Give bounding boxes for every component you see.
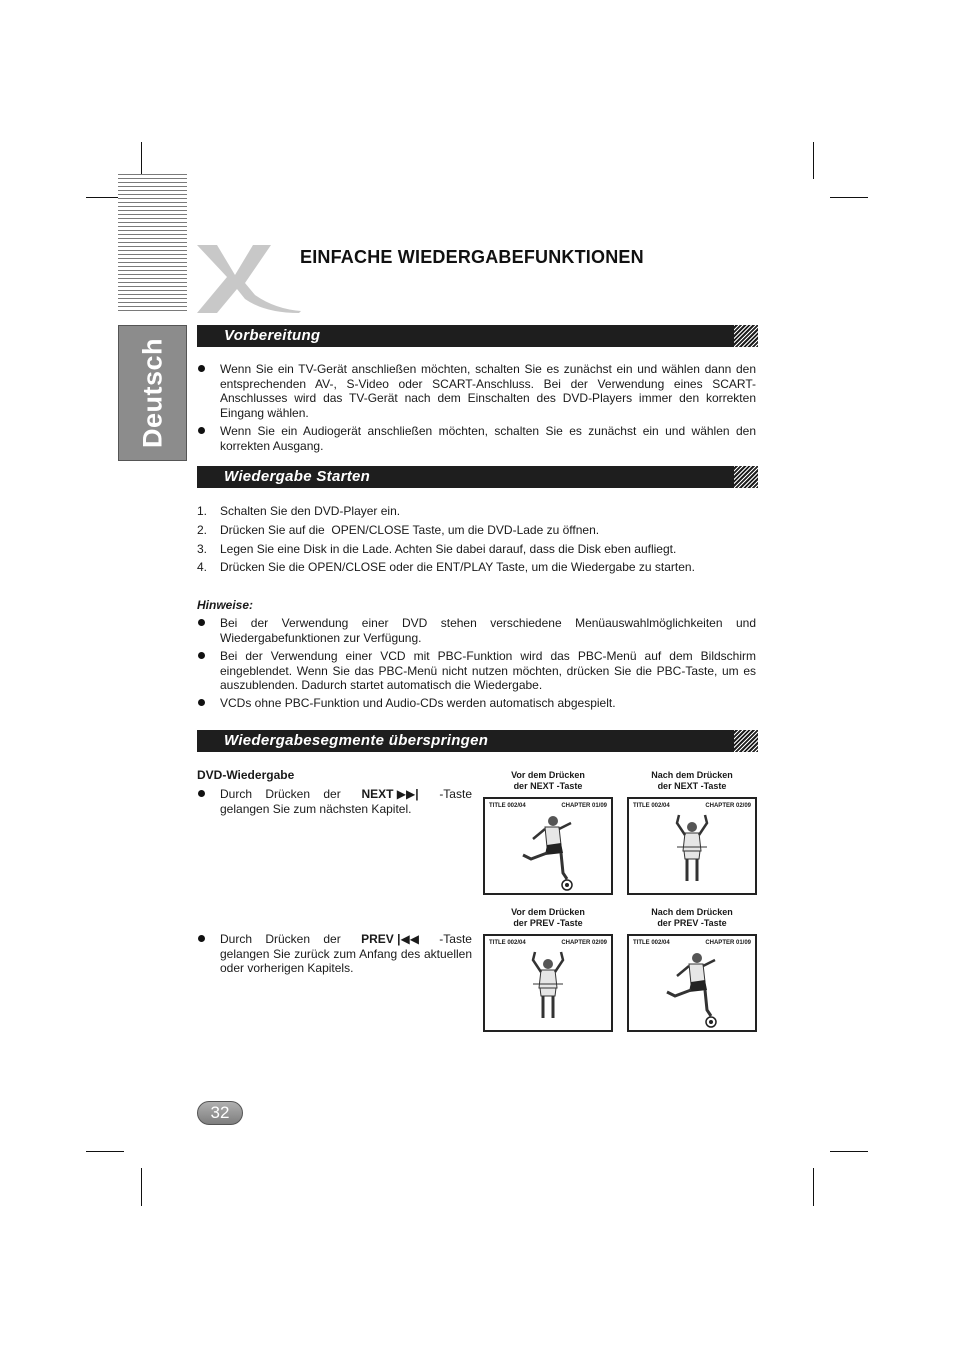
- section-header-vorbereitung: [197, 325, 758, 347]
- next-prefix: Durch Drücken der: [220, 787, 341, 801]
- screen-title: TITLE 002/04: [489, 940, 526, 946]
- section-header-segmente: [197, 730, 758, 752]
- screen-title: TITLE 002/04: [633, 803, 670, 809]
- caption-line: Vor dem Drücken: [511, 770, 585, 780]
- crop-mark: [86, 1151, 124, 1152]
- screen-title: TITLE 002/04: [633, 940, 670, 946]
- list-item: VCDs ohne PBC-Funktion und Audio-CDs werden automatisch abgespielt.: [220, 696, 616, 710]
- language-tab: [118, 325, 187, 461]
- prev-instruction: [220, 932, 472, 976]
- caption-line: der PREV -Taste: [657, 918, 727, 928]
- caption-line: Nach dem Drücken: [651, 770, 733, 780]
- hatch-decoration: [734, 466, 758, 488]
- step-text: Drücken Sie auf die OPEN/CLOSE Taste, um die DVD-Lade zu öffnen.: [220, 523, 600, 537]
- prev-rest: gelangen Sie zurück zum Anfang des aktuellen oder vorherigen Kapitels.: [220, 946, 472, 975]
- caption-line: der PREV -Taste: [513, 918, 583, 928]
- screen-title: TITLE 002/04: [489, 803, 526, 809]
- crop-mark: [830, 1151, 868, 1152]
- screen-chapter: CHAPTER 02/09: [561, 940, 607, 946]
- bullet-icon: [198, 699, 205, 706]
- bullet-icon: [198, 427, 205, 434]
- step-number: 1.: [197, 504, 208, 518]
- screen-next-after: [627, 797, 757, 895]
- step-text: Schalten Sie den DVD-Player ein.: [220, 504, 401, 518]
- bullet-icon: [198, 619, 205, 626]
- caption-line: der NEXT -Taste: [657, 781, 727, 791]
- crop-mark: [813, 1168, 814, 1206]
- cheering-player-icon: [629, 811, 755, 893]
- notes-heading: Hinweise:: [197, 598, 254, 612]
- page-title: EINFACHE WIEDERGABEFUNKTIONEN: [300, 247, 644, 267]
- kicking-player-icon: [629, 948, 755, 1030]
- prev-key: PREV |◀◀: [361, 932, 419, 946]
- screen-next-before: [483, 797, 613, 895]
- step-number: 3.: [197, 542, 208, 556]
- caption-line: der NEXT -Taste: [513, 781, 583, 791]
- screen-chapter: CHAPTER 02/09: [705, 803, 751, 809]
- dvd-subheading: DVD-Wiedergabe: [197, 768, 295, 782]
- step-text: Legen Sie eine Disk in die Lade. Achten Sie dabei darauf, dass die Disk eben aufliegt.: [220, 542, 677, 556]
- prev-prefix: Durch Drücken der: [220, 932, 341, 946]
- section-heading: Wiedergabesegmente überspringen: [224, 732, 489, 749]
- bullet-icon: [198, 365, 205, 372]
- hatch-decoration: [734, 730, 758, 752]
- screen-caption: [627, 770, 757, 792]
- next-rest: gelangen Sie zum nächsten Kapitel.: [220, 801, 412, 816]
- page-number: 32: [197, 1101, 243, 1125]
- decorative-stripes: [118, 174, 187, 312]
- next-suffix: -Taste: [439, 787, 472, 801]
- screen-prev-before: [483, 934, 613, 1032]
- list-item: Bei der Verwendung einer DVD stehen verschiedene Menüauswahlmöglichkeiten und Wiedergabefunktionen zur Verfügung.: [220, 616, 756, 645]
- step-text: Drücken Sie die OPEN/CLOSE oder die ENT/PLAY Taste, um die Wiedergabe zu starten.: [220, 560, 695, 574]
- screen-prev-after: [627, 934, 757, 1032]
- section-heading: Vorbereitung: [224, 327, 321, 344]
- list-item: Wenn Sie ein TV-Gerät anschließen möchten, schalten Sie es zunächst ein und wählen dann den entsprechenden AV-, S-Video oder SCART-Anschluss. Bei der Verwendung eines SCART-Anschlusses wird das TV-Gerät nach dem Einschalten des DVD-Players immer den korrekten Eingang wählen.: [220, 362, 756, 420]
- bullet-icon: [198, 790, 205, 797]
- x-logo-icon: [195, 237, 303, 315]
- crop-mark: [830, 197, 868, 198]
- next-instruction: [220, 787, 472, 816]
- screen-caption: [483, 907, 613, 929]
- kicking-player-icon: [485, 811, 611, 893]
- hatch-decoration: [734, 325, 758, 347]
- list-item: Wenn Sie ein Audiogerät anschließen möchten, schalten Sie es zunächst ein und wählen den korrekten Ausgang.: [220, 424, 756, 453]
- screen-caption: [627, 907, 757, 929]
- list-item: Bei der Verwendung einer VCD mit PBC-Funktion wird das PBC-Menü auf dem Bildschirm eingeblendet. Wenn Sie das PBC-Menü nicht nutzen möchten, drücken Sie die PBC-Taste, um es auszublenden. Dadurch startet automatisch die Wiedergabe.: [220, 649, 756, 692]
- language-tab-label: Deutsch: [137, 337, 167, 449]
- crop-mark: [141, 1168, 142, 1206]
- section-header-wiedergabe: [197, 466, 758, 488]
- step-number: 2.: [197, 523, 208, 537]
- crop-mark: [813, 142, 814, 179]
- screen-caption: [483, 770, 613, 792]
- screen-chapter: CHAPTER 01/09: [561, 803, 607, 809]
- section-heading: Wiedergabe Starten: [224, 468, 371, 485]
- bullet-icon: [198, 652, 205, 659]
- step-number: 4.: [197, 560, 208, 574]
- caption-line: Vor dem Drücken: [511, 907, 585, 917]
- bullet-icon: [198, 935, 205, 942]
- caption-line: Nach dem Drücken: [651, 907, 733, 917]
- prev-suffix: -Taste: [439, 932, 472, 946]
- screen-chapter: CHAPTER 01/09: [705, 940, 751, 946]
- next-key: NEXT ▶▶|: [361, 787, 419, 801]
- cheering-player-icon: [485, 948, 611, 1030]
